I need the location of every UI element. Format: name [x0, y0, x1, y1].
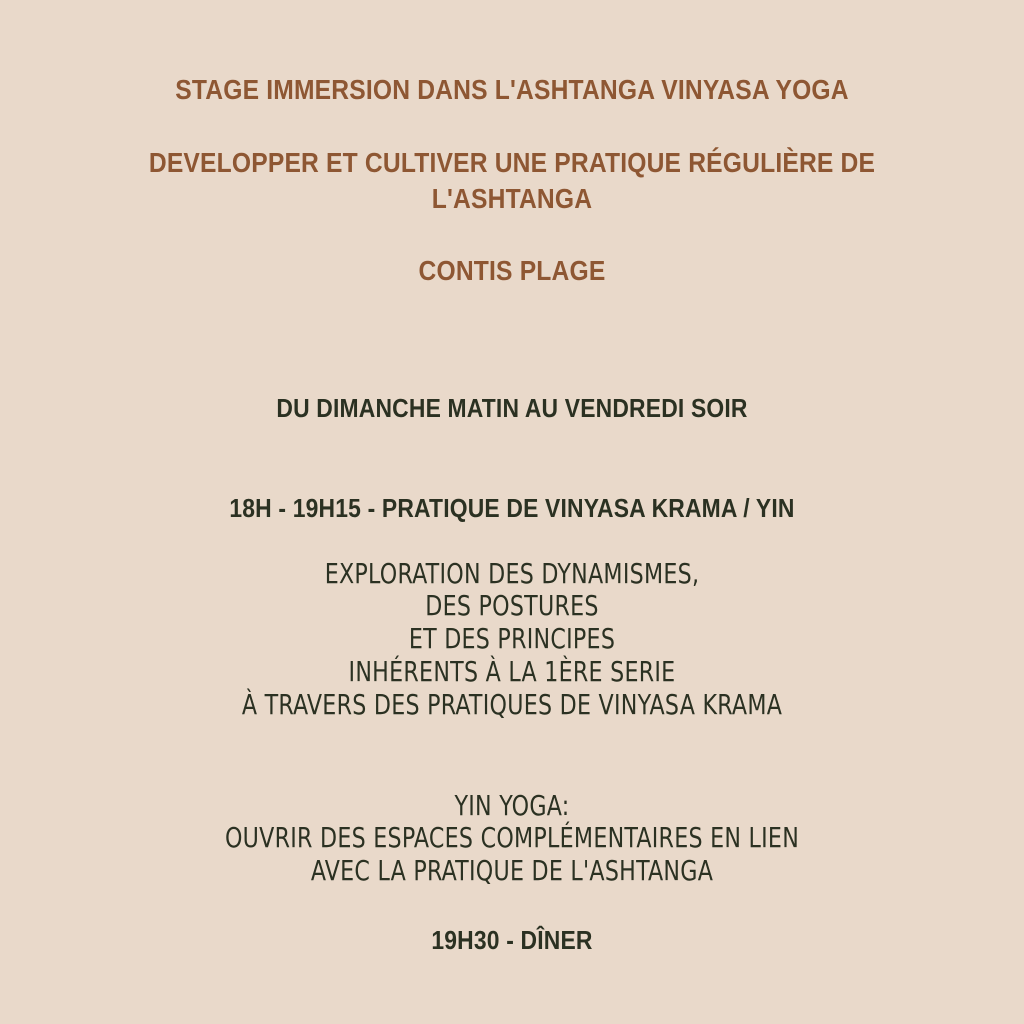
session-heading: 18H - 19H15 - PRATIQUE DE VINYASA KRAMA / YIN	[229, 493, 795, 523]
exploration-line-2: DES POSTURES	[425, 589, 599, 622]
poster-subtitle-line-1: DEVELOPPER ET CULTIVER UNE PRATIQUE RÉGULIÈRE DE	[148, 147, 876, 178]
dinner-heading: 19H30 - DÎNER	[431, 925, 593, 955]
exploration-line-5: À TRAVERS DES PRATIQUES DE VINYASA KRAMA	[241, 688, 783, 721]
yin-line-2: OUVRIR DES ESPACES COMPLÉMENTAIRES EN LIEN	[224, 821, 800, 854]
poster-title: STAGE IMMERSION DANS L'ASHTANGA VINYASA YOGA	[175, 74, 849, 105]
period-heading: DU DIMANCHE MATIN AU VENDREDI SOIR	[276, 393, 748, 423]
exploration-line-3: ET DES PRINCIPES	[408, 622, 616, 655]
yin-line-3: AVEC LA PRATIQUE DE L'ASHTANGA	[310, 854, 714, 887]
yin-line-1: YIN YOGA:	[454, 789, 570, 822]
exploration-line-4: INHÉRENTS À LA 1ÈRE SERIE	[348, 655, 676, 688]
location-heading: CONTIS PLAGE	[418, 255, 606, 286]
poster-subtitle-line-2: L'ASHTANGA	[431, 183, 593, 214]
exploration-line-1: EXPLORATION DES DYNAMISMES,	[324, 557, 700, 590]
